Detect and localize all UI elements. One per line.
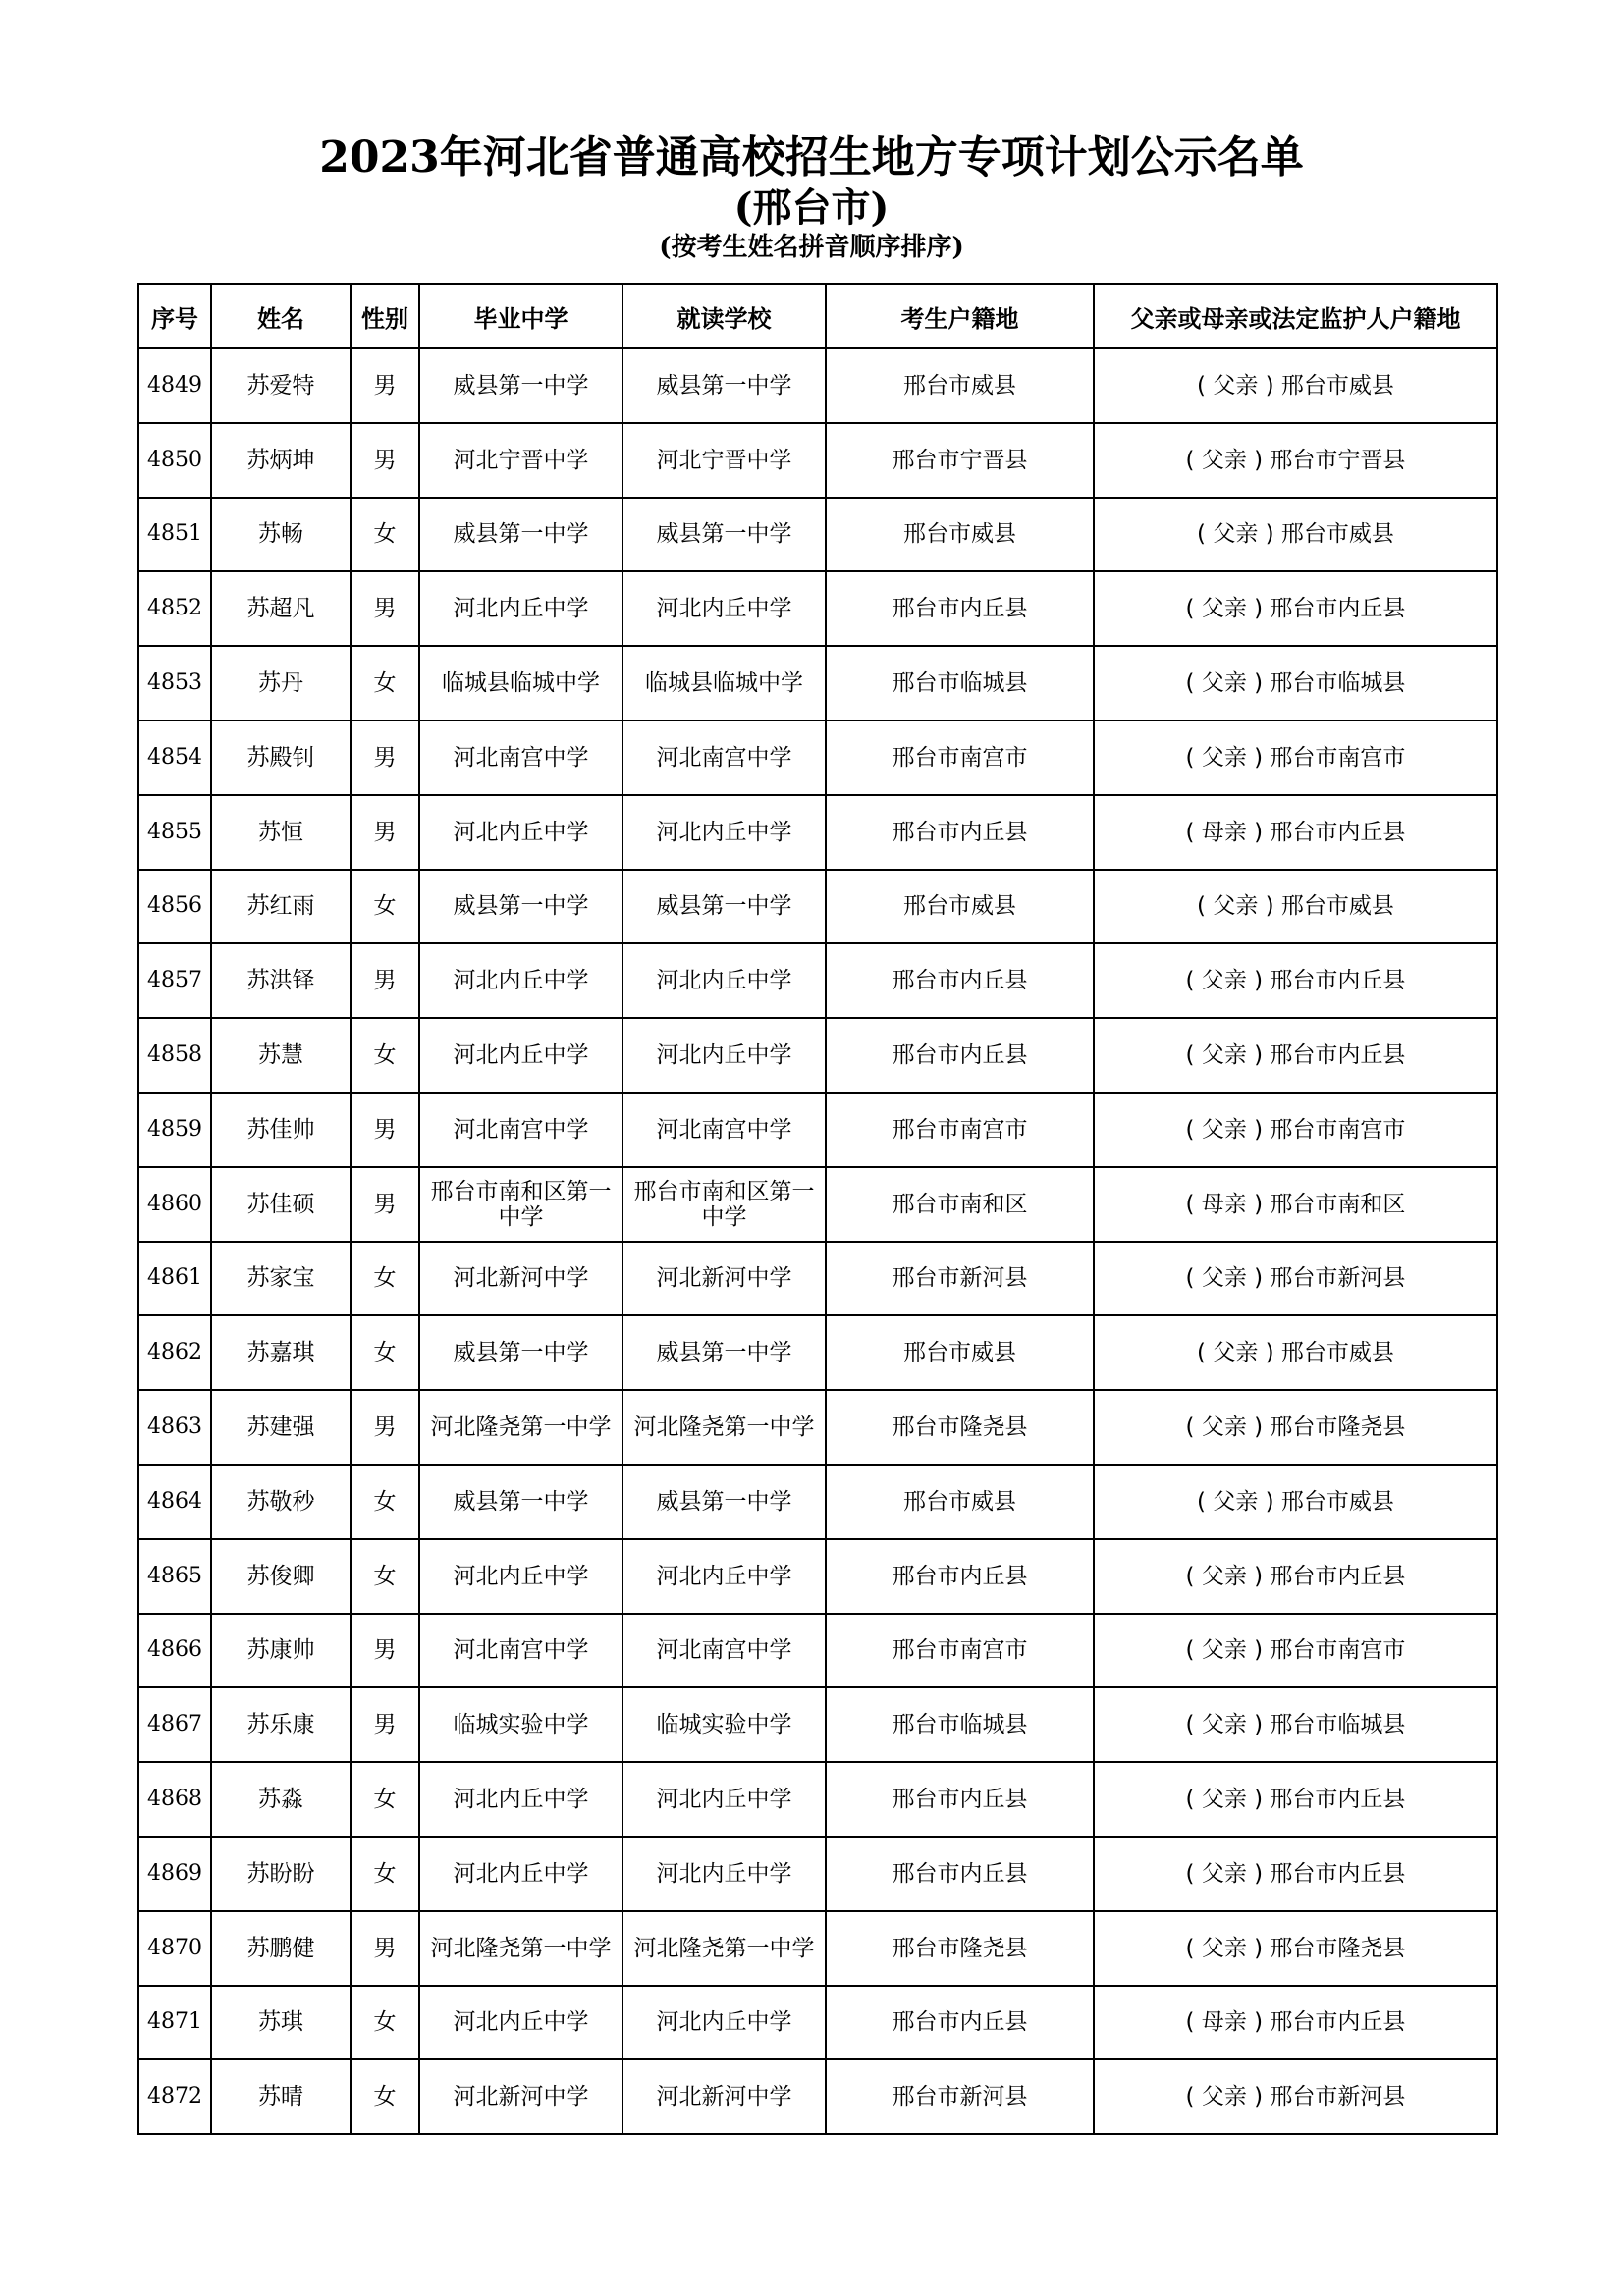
cell-guardian-hukou: ( 父亲 ) 邢台市内丘县 [1094, 1837, 1497, 1911]
cell-serial-no: 4870 [138, 1911, 211, 1986]
cell-serial-no: 4862 [138, 1315, 211, 1390]
cell-gender: 男 [351, 943, 419, 1018]
cell-serial-no: 4858 [138, 1018, 211, 1093]
cell-student-name: 苏炳坤 [211, 423, 351, 498]
col-header-no: 序号 [138, 284, 211, 348]
cell-serial-no: 4849 [138, 348, 211, 423]
cell-gender: 女 [351, 646, 419, 721]
cell-guardian-hukou: ( 母亲 ) 邢台市内丘县 [1094, 1986, 1497, 2060]
cell-guardian-hukou: ( 父亲 ) 邢台市宁晋县 [1094, 423, 1497, 498]
page-title: 2023年河北省普通高校招生地方专项计划公示名单 [319, 133, 1304, 183]
cell-current-school: 威县第一中学 [622, 348, 826, 423]
cell-student-name: 苏盼盼 [211, 1837, 351, 1911]
cell-guardian-hukou: ( 父亲 ) 邢台市威县 [1094, 1465, 1497, 1539]
cell-serial-no: 4854 [138, 721, 211, 795]
table-row [138, 1315, 1497, 1390]
col-header-grad-school: 毕业中学 [419, 284, 622, 348]
cell-grad-school: 威县第一中学 [419, 348, 622, 423]
cell-guardian-hukou: ( 父亲 ) 邢台市南宫市 [1094, 1614, 1497, 1688]
col-header-current-school: 就读学校 [622, 284, 826, 348]
cell-student-name: 苏佳硕 [211, 1167, 351, 1242]
cell-current-school: 威县第一中学 [622, 498, 826, 572]
table-row [138, 1390, 1497, 1465]
table-row [138, 1762, 1497, 1837]
cell-hukou: 邢台市内丘县 [826, 1539, 1094, 1614]
cell-student-name: 苏畅 [211, 498, 351, 572]
cell-current-school: 河北新河中学 [622, 2059, 826, 2134]
table-row [138, 646, 1497, 721]
table-body [138, 348, 1497, 2134]
cell-grad-school: 威县第一中学 [419, 1315, 622, 1390]
cell-grad-school: 河北宁晋中学 [419, 423, 622, 498]
cell-current-school: 河北隆尧第一中学 [622, 1911, 826, 1986]
cell-grad-school: 河北内丘中学 [419, 571, 622, 646]
cell-current-school: 河北内丘中学 [622, 571, 826, 646]
cell-grad-school: 河北内丘中学 [419, 1539, 622, 1614]
cell-hukou: 邢台市隆尧县 [826, 1911, 1094, 1986]
cell-student-name: 苏淼 [211, 1762, 351, 1837]
cell-guardian-hukou: ( 父亲 ) 邢台市内丘县 [1094, 1762, 1497, 1837]
cell-serial-no: 4869 [138, 1837, 211, 1911]
cell-hukou: 邢台市南宫市 [826, 1093, 1094, 1167]
cell-student-name: 苏康帅 [211, 1614, 351, 1688]
cell-serial-no: 4860 [138, 1167, 211, 1242]
cell-gender: 女 [351, 1465, 419, 1539]
cell-grad-school: 临城实验中学 [419, 1687, 622, 1762]
sort-note: (按考生姓名拼音顺序排序) [659, 233, 964, 262]
cell-student-name: 苏爱特 [211, 348, 351, 423]
cell-current-school: 临城实验中学 [622, 1687, 826, 1762]
table-row [138, 943, 1497, 1018]
cell-hukou: 邢台市临城县 [826, 1687, 1094, 1762]
cell-hukou: 邢台市南宫市 [826, 1614, 1094, 1688]
cell-gender: 男 [351, 1911, 419, 1986]
table-row [138, 1837, 1497, 1911]
cell-grad-school: 邢台市南和区第一中学 [419, 1167, 622, 1242]
table-row [138, 1539, 1497, 1614]
cell-grad-school: 河北隆尧第一中学 [419, 1911, 622, 1986]
cell-gender: 女 [351, 1242, 419, 1316]
cell-gender: 男 [351, 1390, 419, 1465]
table-row [138, 1986, 1497, 2060]
table-row [138, 1465, 1497, 1539]
cell-gender: 男 [351, 1614, 419, 1688]
cell-serial-no: 4867 [138, 1687, 211, 1762]
cell-gender: 女 [351, 1539, 419, 1614]
cell-guardian-hukou: ( 父亲 ) 邢台市内丘县 [1094, 1018, 1497, 1093]
cell-serial-no: 4859 [138, 1093, 211, 1167]
cell-current-school: 河北内丘中学 [622, 943, 826, 1018]
cell-grad-school: 河北新河中学 [419, 2059, 622, 2134]
table-row [138, 1614, 1497, 1688]
cell-student-name: 苏嘉琪 [211, 1315, 351, 1390]
cell-serial-no: 4856 [138, 870, 211, 944]
cell-guardian-hukou: ( 父亲 ) 邢台市临城县 [1094, 1687, 1497, 1762]
cell-guardian-hukou: ( 母亲 ) 邢台市内丘县 [1094, 795, 1497, 870]
cell-serial-no: 4863 [138, 1390, 211, 1465]
cell-guardian-hukou: ( 父亲 ) 邢台市威县 [1094, 870, 1497, 944]
cell-hukou: 邢台市宁晋县 [826, 423, 1094, 498]
cell-hukou: 邢台市内丘县 [826, 1762, 1094, 1837]
cell-hukou: 邢台市威县 [826, 348, 1094, 423]
cell-hukou: 邢台市内丘县 [826, 571, 1094, 646]
cell-current-school: 河北南宫中学 [622, 721, 826, 795]
cell-guardian-hukou: ( 父亲 ) 邢台市威县 [1094, 348, 1497, 423]
cell-serial-no: 4850 [138, 423, 211, 498]
cell-hukou: 邢台市内丘县 [826, 943, 1094, 1018]
cell-student-name: 苏家宝 [211, 1242, 351, 1316]
cell-guardian-hukou: ( 父亲 ) 邢台市新河县 [1094, 2059, 1497, 2134]
table-row [138, 423, 1497, 498]
cell-hukou: 邢台市威县 [826, 1465, 1094, 1539]
cell-serial-no: 4855 [138, 795, 211, 870]
cell-guardian-hukou: ( 父亲 ) 邢台市内丘县 [1094, 1539, 1497, 1614]
cell-gender: 男 [351, 571, 419, 646]
cell-hukou: 邢台市威县 [826, 498, 1094, 572]
cell-grad-school: 河北南宫中学 [419, 1093, 622, 1167]
cell-hukou: 邢台市内丘县 [826, 1018, 1094, 1093]
col-header-gender: 性别 [351, 284, 419, 348]
cell-current-school: 河北南宫中学 [622, 1614, 826, 1688]
cell-gender: 女 [351, 870, 419, 944]
cell-grad-school: 威县第一中学 [419, 1465, 622, 1539]
cell-guardian-hukou: ( 父亲 ) 邢台市隆尧县 [1094, 1911, 1497, 1986]
cell-serial-no: 4872 [138, 2059, 211, 2134]
cell-hukou: 邢台市内丘县 [826, 795, 1094, 870]
cell-gender: 男 [351, 1167, 419, 1242]
cell-guardian-hukou: ( 父亲 ) 邢台市临城县 [1094, 646, 1497, 721]
cell-guardian-hukou: ( 父亲 ) 邢台市威县 [1094, 498, 1497, 572]
table-row [138, 721, 1497, 795]
cell-guardian-hukou: ( 父亲 ) 邢台市威县 [1094, 1315, 1497, 1390]
cell-grad-school: 河北内丘中学 [419, 795, 622, 870]
cell-hukou: 邢台市南宫市 [826, 721, 1094, 795]
cell-gender: 男 [351, 795, 419, 870]
cell-current-school: 威县第一中学 [622, 1315, 826, 1390]
table-row [138, 348, 1497, 423]
cell-hukou: 邢台市新河县 [826, 1242, 1094, 1316]
cell-student-name: 苏敬秒 [211, 1465, 351, 1539]
cell-student-name: 苏红雨 [211, 870, 351, 944]
table-row [138, 1167, 1497, 1242]
cell-hukou: 邢台市内丘县 [826, 1837, 1094, 1911]
cell-current-school: 河北新河中学 [622, 1242, 826, 1316]
cell-current-school: 邢台市南和区第一中学 [622, 1167, 826, 1242]
cell-current-school: 河北宁晋中学 [622, 423, 826, 498]
cell-student-name: 苏慧 [211, 1018, 351, 1093]
col-header-guardian-hukou: 父亲或母亲或法定监护人户籍地 [1094, 284, 1497, 348]
cell-current-school: 河北内丘中学 [622, 1986, 826, 2060]
cell-guardian-hukou: ( 父亲 ) 邢台市内丘县 [1094, 943, 1497, 1018]
cell-grad-school: 临城县临城中学 [419, 646, 622, 721]
cell-guardian-hukou: ( 母亲 ) 邢台市南和区 [1094, 1167, 1497, 1242]
cell-serial-no: 4851 [138, 498, 211, 572]
cell-student-name: 苏俊卿 [211, 1539, 351, 1614]
cell-gender: 男 [351, 348, 419, 423]
cell-grad-school: 威县第一中学 [419, 870, 622, 944]
cell-gender: 男 [351, 423, 419, 498]
cell-current-school: 威县第一中学 [622, 870, 826, 944]
table-row [138, 1018, 1497, 1093]
cell-current-school: 河北内丘中学 [622, 1018, 826, 1093]
cell-gender: 女 [351, 2059, 419, 2134]
cell-current-school: 威县第一中学 [622, 1465, 826, 1539]
cell-serial-no: 4868 [138, 1762, 211, 1837]
cell-gender: 女 [351, 1986, 419, 2060]
cell-hukou: 邢台市威县 [826, 870, 1094, 944]
cell-student-name: 苏琪 [211, 1986, 351, 2060]
cell-serial-no: 4853 [138, 646, 211, 721]
table-row [138, 1093, 1497, 1167]
cell-gender: 男 [351, 721, 419, 795]
cell-guardian-hukou: ( 父亲 ) 邢台市南宫市 [1094, 1093, 1497, 1167]
cell-student-name: 苏丹 [211, 646, 351, 721]
cell-grad-school: 威县第一中学 [419, 498, 622, 572]
cell-grad-school: 河北南宫中学 [419, 1614, 622, 1688]
cell-student-name: 苏恒 [211, 795, 351, 870]
cell-current-school: 河北南宫中学 [622, 1093, 826, 1167]
cell-gender: 女 [351, 1315, 419, 1390]
cell-grad-school: 河北隆尧第一中学 [419, 1390, 622, 1465]
cell-student-name: 苏建强 [211, 1390, 351, 1465]
cell-guardian-hukou: ( 父亲 ) 邢台市内丘县 [1094, 571, 1497, 646]
col-header-name: 姓名 [211, 284, 351, 348]
cell-student-name: 苏乐康 [211, 1687, 351, 1762]
cell-grad-school: 河北内丘中学 [419, 1986, 622, 2060]
table-row [138, 1911, 1497, 1986]
cell-current-school: 河北隆尧第一中学 [622, 1390, 826, 1465]
table-row [138, 2059, 1497, 2134]
table-row [138, 571, 1497, 646]
cell-serial-no: 4852 [138, 571, 211, 646]
cell-grad-school: 河北内丘中学 [419, 1837, 622, 1911]
cell-current-school: 河北内丘中学 [622, 1539, 826, 1614]
table-row [138, 498, 1497, 572]
cell-guardian-hukou: ( 父亲 ) 邢台市新河县 [1094, 1242, 1497, 1316]
cell-grad-school: 河北内丘中学 [419, 943, 622, 1018]
cell-hukou: 邢台市临城县 [826, 646, 1094, 721]
cell-gender: 男 [351, 1687, 419, 1762]
cell-serial-no: 4861 [138, 1242, 211, 1316]
cell-serial-no: 4857 [138, 943, 211, 1018]
cell-student-name: 苏超凡 [211, 571, 351, 646]
cell-current-school: 河北内丘中学 [622, 795, 826, 870]
roster-table [137, 283, 1498, 2135]
cell-grad-school: 河北内丘中学 [419, 1018, 622, 1093]
cell-hukou: 邢台市内丘县 [826, 1986, 1094, 2060]
cell-hukou: 邢台市隆尧县 [826, 1390, 1094, 1465]
cell-grad-school: 河北内丘中学 [419, 1762, 622, 1837]
cell-guardian-hukou: ( 父亲 ) 邢台市隆尧县 [1094, 1390, 1497, 1465]
col-header-hukou: 考生户籍地 [826, 284, 1094, 348]
cell-serial-no: 4865 [138, 1539, 211, 1614]
cell-gender: 女 [351, 1018, 419, 1093]
cell-current-school: 河北内丘中学 [622, 1762, 826, 1837]
cell-grad-school: 河北新河中学 [419, 1242, 622, 1316]
cell-serial-no: 4864 [138, 1465, 211, 1539]
cell-student-name: 苏鹏健 [211, 1911, 351, 1986]
cell-serial-no: 4871 [138, 1986, 211, 2060]
page-subtitle: (邢台市) [733, 185, 890, 231]
cell-hukou: 邢台市威县 [826, 1315, 1094, 1390]
table-row [138, 1242, 1497, 1316]
cell-current-school: 临城县临城中学 [622, 646, 826, 721]
table-row [138, 870, 1497, 944]
cell-student-name: 苏佳帅 [211, 1093, 351, 1167]
cell-hukou: 邢台市新河县 [826, 2059, 1094, 2134]
cell-guardian-hukou: ( 父亲 ) 邢台市南宫市 [1094, 721, 1497, 795]
cell-grad-school: 河北南宫中学 [419, 721, 622, 795]
cell-current-school: 河北内丘中学 [622, 1837, 826, 1911]
cell-hukou: 邢台市南和区 [826, 1167, 1094, 1242]
cell-serial-no: 4866 [138, 1614, 211, 1688]
cell-gender: 男 [351, 1093, 419, 1167]
table-header-row [138, 284, 1497, 348]
cell-student-name: 苏洪铎 [211, 943, 351, 1018]
cell-gender: 女 [351, 1837, 419, 1911]
cell-gender: 女 [351, 1762, 419, 1837]
table-row [138, 795, 1497, 870]
cell-student-name: 苏晴 [211, 2059, 351, 2134]
cell-gender: 女 [351, 498, 419, 572]
table-row [138, 1687, 1497, 1762]
cell-student-name: 苏殿钊 [211, 721, 351, 795]
